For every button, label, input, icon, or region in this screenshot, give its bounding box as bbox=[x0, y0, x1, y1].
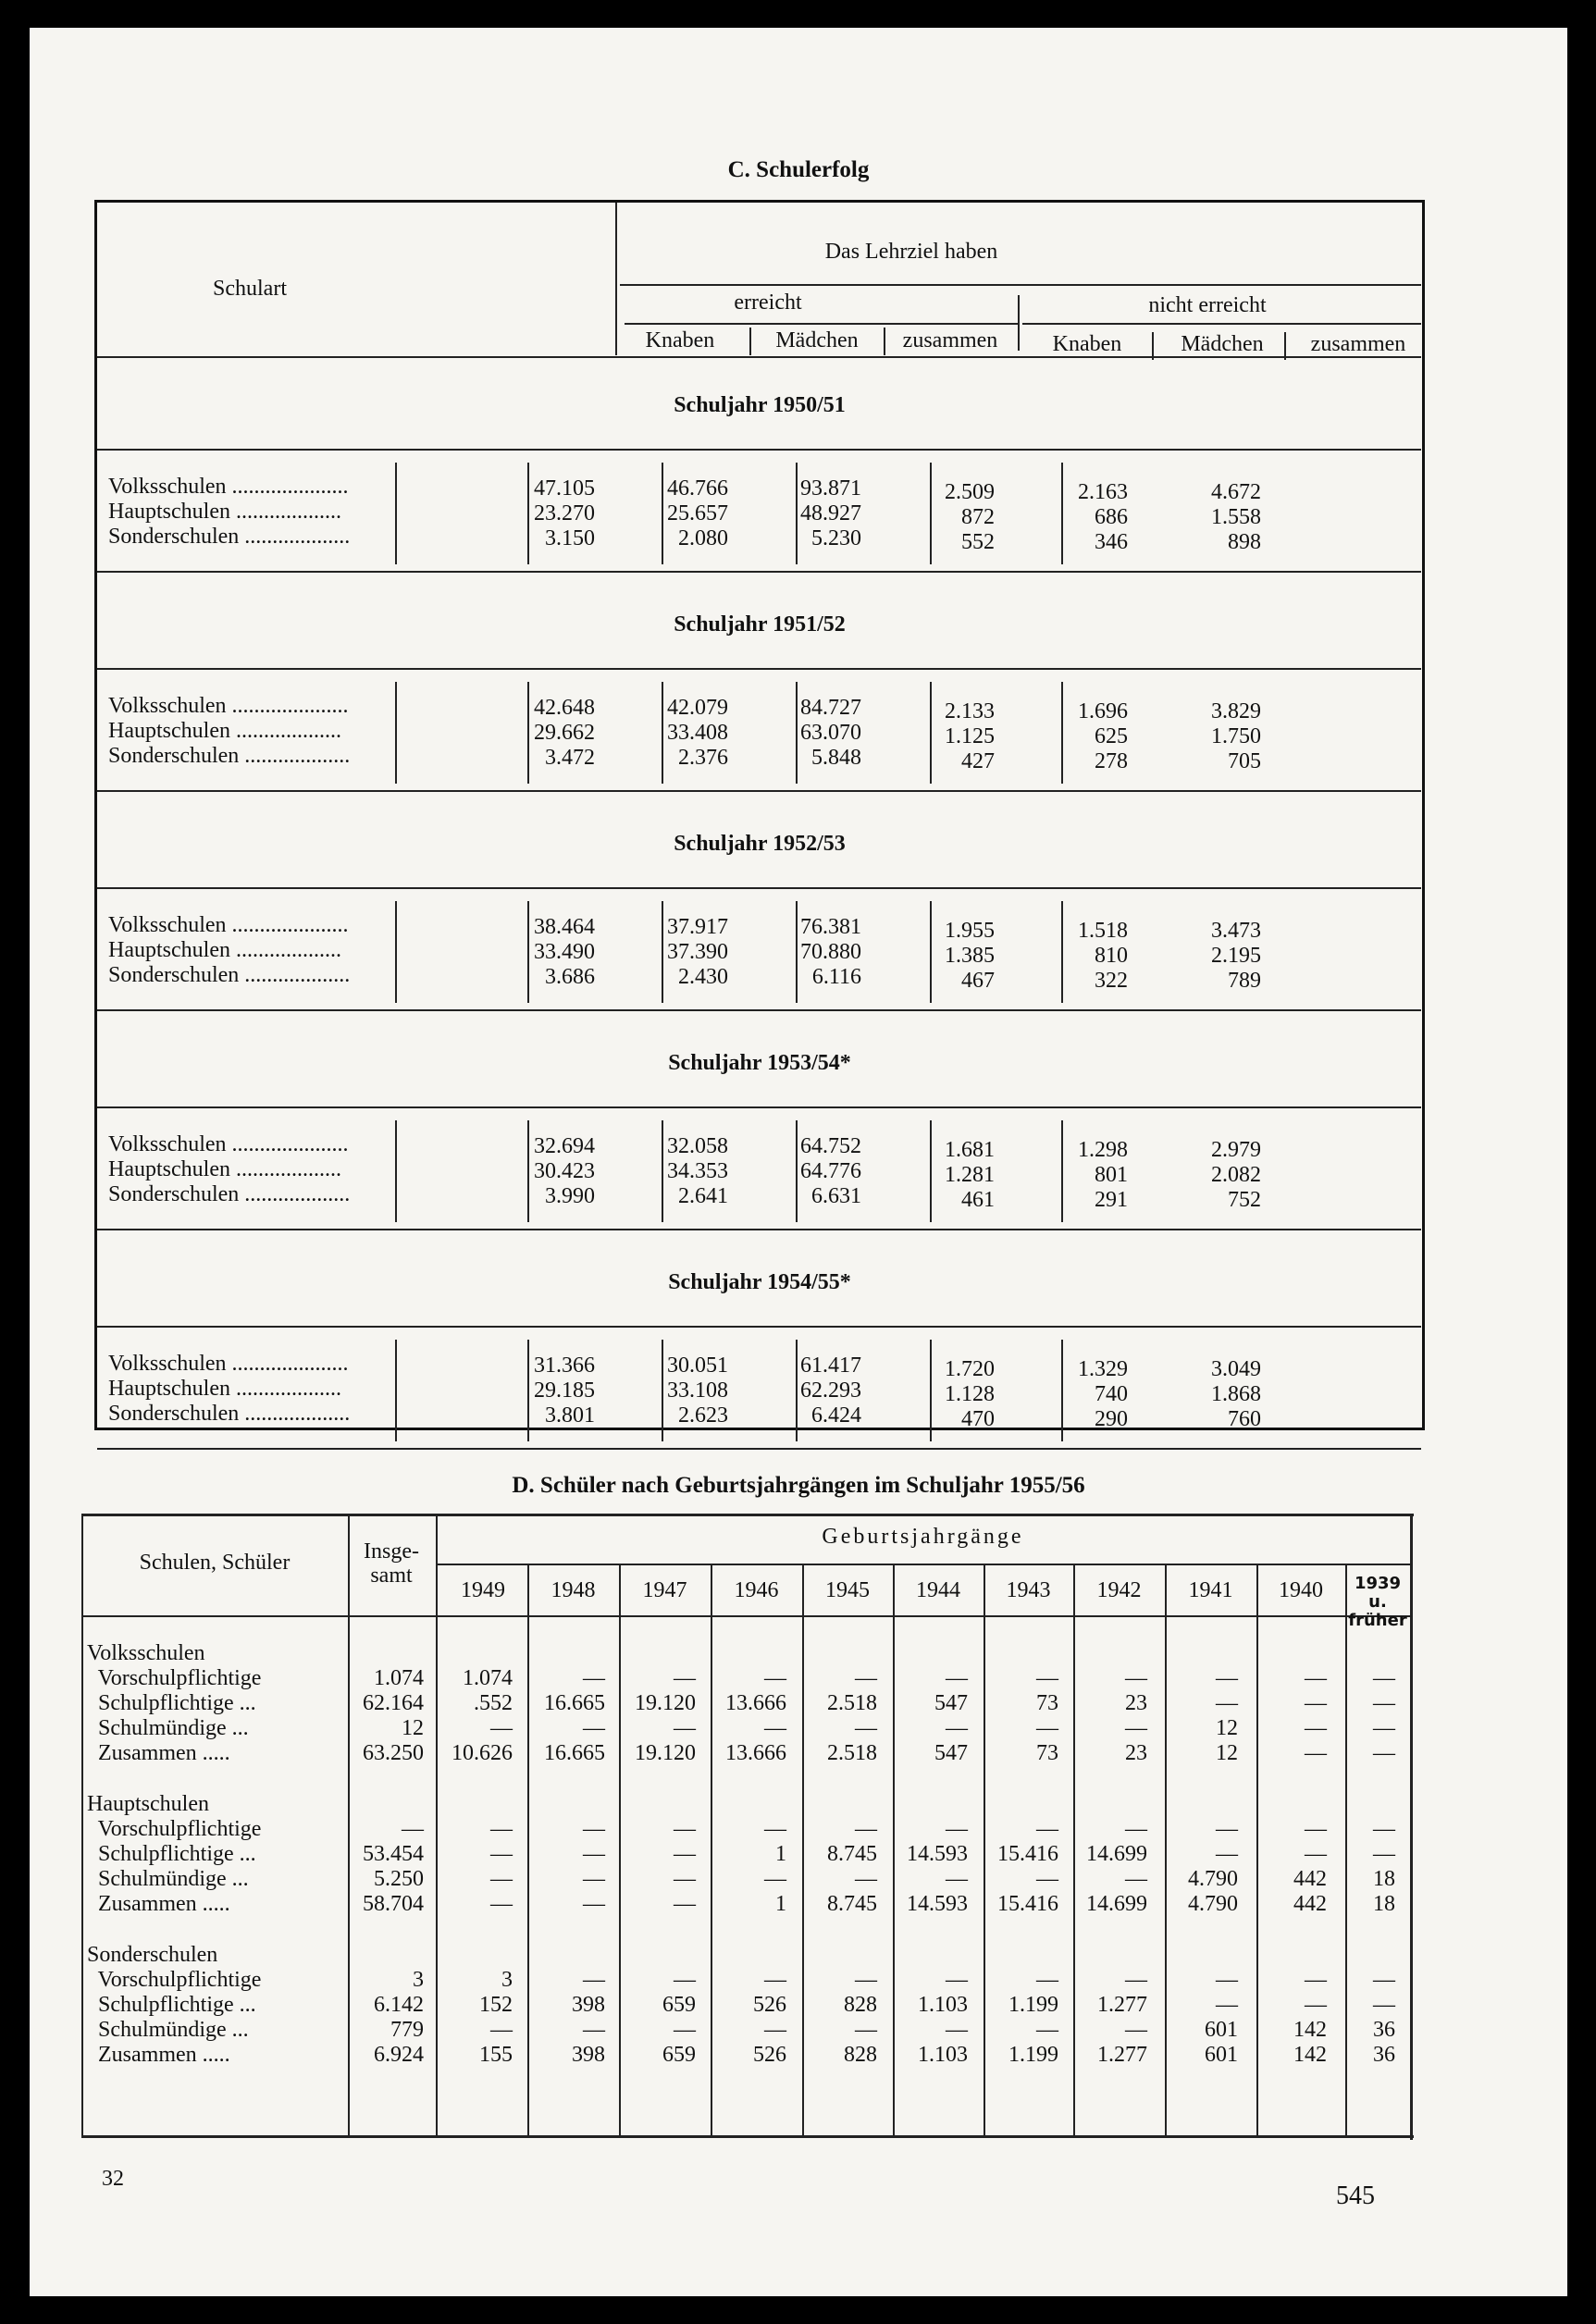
data-column: 64.752 64.776 6.631 bbox=[800, 1134, 861, 1208]
data-column: — — 142 142 bbox=[1293, 1968, 1327, 2067]
data-column: 1.298 801 291 bbox=[1078, 1138, 1128, 1212]
year-header: 1945 bbox=[825, 1578, 870, 1602]
data-column: 31.366 29.185 3.801 bbox=[534, 1354, 595, 1428]
data-column: 42.648 29.662 3.472 bbox=[534, 696, 595, 770]
data-column: 1.329 740 290 bbox=[1078, 1357, 1128, 1431]
year-header: 1943 bbox=[1006, 1578, 1051, 1602]
year-header: 1947 bbox=[642, 1578, 687, 1602]
data-column: — 73 — 73 bbox=[1036, 1666, 1058, 1765]
data-column: 30.051 33.108 2.623 bbox=[667, 1354, 728, 1428]
data-column: 4.672 1.558 898 bbox=[1211, 480, 1261, 554]
data-column: 46.766 25.657 2.080 bbox=[667, 476, 728, 550]
data-column: 2.133 1.125 427 bbox=[945, 699, 995, 773]
table-c bbox=[94, 200, 1425, 1430]
row-labels: Volksschulen ..................... Hauptschulen ................... Sonderschulen ................... bbox=[108, 475, 351, 549]
col-header-zusammen-2: zusammen bbox=[1310, 332, 1406, 356]
data-column: — 828 — 828 bbox=[844, 1968, 877, 2067]
col-header-knaben-1: Knaben bbox=[645, 328, 715, 352]
year-header: 1949 bbox=[461, 1578, 505, 1602]
row-labels: Volksschulen ..................... Hauptschulen ................... Sonderschulen ................... bbox=[108, 913, 351, 987]
data-column: 2.509 872 552 bbox=[945, 480, 995, 554]
data-column: — — — — bbox=[583, 1817, 605, 1916]
data-column: — 16.665 — 16.665 bbox=[544, 1666, 605, 1765]
group-labels: Sonderschulen Vorschulpflichtige Schulpflichtige ... Schulmündige ... Zusammen ..... bbox=[87, 1943, 262, 2067]
data-column: 38.464 33.490 3.686 bbox=[534, 915, 595, 989]
year-header: 1941 bbox=[1188, 1578, 1233, 1602]
data-column: — 659 — 659 bbox=[662, 1968, 696, 2067]
group-labels: Hauptschulen Vorschulpflichtige Schulpflichtige ... Schulmündige ... Zusammen ..... bbox=[87, 1792, 262, 1916]
data-column: 1.696 625 278 bbox=[1078, 699, 1128, 773]
year-header: 1940 bbox=[1279, 1578, 1323, 1602]
year-header: 1939 u. früher bbox=[1348, 1574, 1407, 1630]
data-column: 2.163 686 346 bbox=[1078, 480, 1128, 554]
table-d bbox=[81, 1514, 1414, 2140]
data-column: 3 152 — 155 bbox=[479, 1968, 513, 2067]
data-column: — 1.277 — 1.277 bbox=[1097, 1968, 1147, 2067]
row-labels: Volksschulen ..................... Hauptschulen ................... Sonderschulen ................... bbox=[108, 1132, 351, 1206]
row-labels: Volksschulen ..................... Hauptschulen ................... Sonderschulen ................... bbox=[108, 1352, 351, 1426]
data-column: — 13.666 — 13.666 bbox=[725, 1666, 786, 1765]
data-column: 93.871 48.927 5.230 bbox=[800, 476, 861, 550]
page-number-left: 32 bbox=[102, 2167, 124, 2191]
section-label: Schuljahr 1953/54* bbox=[668, 1051, 851, 1075]
data-column: 1.074 62.164 12 63.250 bbox=[363, 1666, 424, 1765]
data-column: — 398 — 398 bbox=[572, 1968, 605, 2067]
data-column: — 19.120 — 19.120 bbox=[635, 1666, 696, 1765]
data-column: — 8.745 — 8.745 bbox=[827, 1817, 877, 1916]
year-header: 1946 bbox=[734, 1578, 779, 1602]
header-erreicht: erreicht bbox=[734, 290, 802, 315]
data-column: 3 6.142 779 6.924 bbox=[374, 1968, 424, 2067]
data-column: — — 36 36 bbox=[1373, 1968, 1395, 2067]
header-geburtsjahrgaenge: Geburtsjahrgänge bbox=[822, 1525, 1024, 1549]
header-lehrziel: Das Lehrziel haben bbox=[824, 240, 998, 264]
data-column: 32.058 34.353 2.641 bbox=[667, 1134, 728, 1208]
row-labels: Volksschulen ..................... Hauptschulen ................... Sonderschulen ................... bbox=[108, 694, 351, 768]
group-labels: Volksschulen Vorschulpflichtige Schulpflichtige ... Schulmündige ... Zusammen ..... bbox=[87, 1641, 262, 1765]
col-header-maedchen-2: Mädchen bbox=[1181, 332, 1264, 356]
data-column: — — 601 601 bbox=[1205, 1968, 1238, 2067]
data-column: — 15.416 — 15.416 bbox=[997, 1817, 1058, 1916]
data-column: — — 442 442 bbox=[1293, 1817, 1327, 1916]
year-header: 1948 bbox=[551, 1578, 596, 1602]
data-column: — 2.518 — 2.518 bbox=[827, 1666, 877, 1765]
year-header: 1942 bbox=[1096, 1578, 1142, 1602]
col-header-zusammen-1: zusammen bbox=[902, 328, 998, 352]
section-label: Schuljahr 1951/52 bbox=[674, 612, 846, 637]
data-column: — 1.103 — 1.103 bbox=[918, 1968, 968, 2067]
page-number-right: 545 bbox=[1336, 2182, 1375, 2210]
document-page bbox=[30, 28, 1567, 2296]
section-label: Schuljahr 1952/53 bbox=[674, 832, 846, 856]
data-column: — — 4.790 4.790 bbox=[1188, 1817, 1238, 1916]
data-column: — — 12 12 bbox=[1216, 1666, 1238, 1765]
data-column: 76.381 70.880 6.116 bbox=[800, 915, 861, 989]
data-column: — 14.593 — 14.593 bbox=[907, 1817, 968, 1916]
data-column: 2.979 2.082 752 bbox=[1211, 1138, 1261, 1212]
year-header: 1944 bbox=[916, 1578, 960, 1602]
data-column: 3.049 1.868 760 bbox=[1211, 1357, 1261, 1431]
data-column: — 526 — 526 bbox=[753, 1968, 786, 2067]
data-column: 1.518 810 322 bbox=[1078, 919, 1128, 993]
data-column: 3.829 1.750 705 bbox=[1211, 699, 1261, 773]
data-column: — 1.199 — 1.199 bbox=[1008, 1968, 1058, 2067]
data-column: 1.681 1.281 461 bbox=[945, 1138, 995, 1212]
data-column: 1.074 .552 — 10.626 bbox=[452, 1666, 513, 1765]
data-column: 47.105 23.270 3.150 bbox=[534, 476, 595, 550]
header-schulen-schueler: Schulen, Schüler bbox=[139, 1551, 291, 1575]
data-column: 37.917 37.390 2.430 bbox=[667, 915, 728, 989]
col-header-maedchen-1: Mädchen bbox=[775, 328, 859, 352]
data-column: 61.417 62.293 6.424 bbox=[800, 1354, 861, 1428]
data-column: — — — — bbox=[490, 1817, 513, 1916]
data-column: — — — — bbox=[1305, 1666, 1327, 1765]
section-label: Schuljahr 1954/55* bbox=[668, 1270, 851, 1294]
data-column: 84.727 63.070 5.848 bbox=[800, 696, 861, 770]
section-label: Schuljahr 1950/51 bbox=[674, 393, 846, 417]
data-column: — 53.454 5.250 58.704 bbox=[363, 1817, 424, 1916]
data-column: — — — — bbox=[674, 1817, 696, 1916]
data-column: — 23 — 23 bbox=[1125, 1666, 1147, 1765]
data-column: — — 18 18 bbox=[1373, 1817, 1395, 1916]
data-column: — 547 — 547 bbox=[934, 1666, 968, 1765]
data-column: — — — — bbox=[1373, 1666, 1395, 1765]
data-column: 3.473 2.195 789 bbox=[1211, 919, 1261, 993]
data-column: 32.694 30.423 3.990 bbox=[534, 1134, 595, 1208]
header-schulart: Schulart bbox=[213, 277, 287, 301]
table-d-title: D. Schüler nach Geburtsjahrgängen im Schuljahr 1955/56 bbox=[512, 1473, 1085, 1498]
data-column: 1.720 1.128 470 bbox=[945, 1357, 995, 1431]
data-column: — 1 — 1 bbox=[764, 1817, 786, 1916]
table-c-title: C. Schulerfolg bbox=[727, 157, 870, 182]
header-nicht-erreicht: nicht erreicht bbox=[1148, 293, 1267, 317]
data-column: 42.079 33.408 2.376 bbox=[667, 696, 728, 770]
header-insgesamt: Insge- samt bbox=[364, 1539, 419, 1588]
col-header-knaben-2: Knaben bbox=[1052, 332, 1122, 356]
data-column: — 14.699 — 14.699 bbox=[1086, 1817, 1147, 1916]
data-column: 1.955 1.385 467 bbox=[945, 919, 995, 993]
